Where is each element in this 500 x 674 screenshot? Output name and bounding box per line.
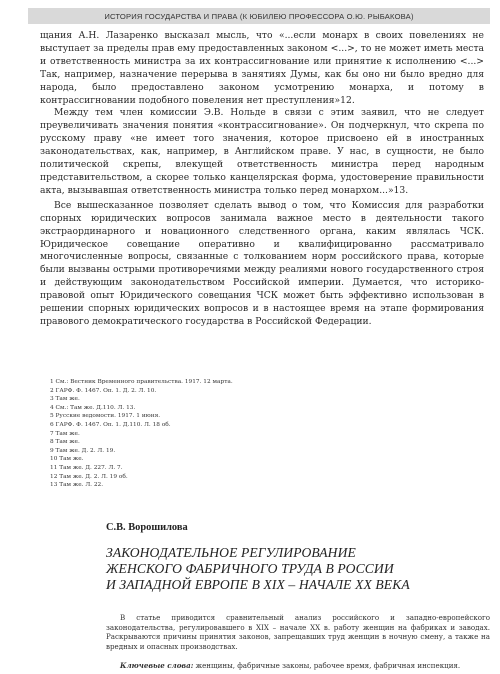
title-line: ЗАКОНОДАТЕЛЬНОЕ РЕГУЛИРОВАНИЕ (106, 545, 356, 560)
article-body (40, 30, 484, 329)
footnote: 1 См.: Вестник Временного правительства. 1917. 12 марта. (50, 379, 233, 385)
footnote: 5 Русские ведомости. 1917. 1 июня. (50, 413, 161, 420)
footnote: 6 ГАРФ. Ф. 1467. Оп. 1. Д.110. Л. 18 об. (50, 421, 171, 428)
footnote: 2 ГАРФ. Ф. 1467. Оп. 1. Д. 2. Л. 10. (50, 387, 157, 394)
title-line: ЖЕНСКОГО ФАБРИЧНОГО ТРУДА В РОССИИ (106, 561, 394, 577)
footnote: 11 Там же. Д. 227. Л. 7. (50, 464, 123, 471)
article-keywords (120, 661, 460, 670)
footnote: 8 Там же. (50, 439, 80, 446)
running-header (28, 8, 490, 24)
keywords-label: Ключевые слова: (120, 661, 194, 670)
footnote: 13 Там же. Л. 22. (50, 482, 104, 489)
footnote: 9 Там же. Д. 2. Л. 19. (50, 447, 116, 454)
article-author: С.В. Ворошилова (106, 522, 188, 533)
paragraph: Между тем член комиссии Э.В. Нольде в связи с этим заявил, что не следует преувеличивать значения понятия «контрассигнование». Он подчеркнул, что скрепа по русскому праву «не имеет того значения, которое присвоено ей в иностранных законодательствах, как, например, в Английском праве. У нас, в сущности, не было политической скрепы, влекущей ответственность министра перед народным представительством, а скорее только канцелярская форма, удостоверение правильности акта, вызывавшая ответственность министра только перед монархом...»13. (40, 107, 484, 196)
footnote: 3 Там же. (50, 396, 80, 403)
running-title: ИСТОРИЯ ГОСУДАРСТВА И ПРАВА (К ЮБИЛЕЮ ПРОФЕССОРА О.Ю. РЫБАКОВА) (104, 11, 414, 21)
footnote: 4 См.: Там же. Д.110. Л. 13. (50, 404, 136, 411)
paragraph: щания А.Н. Лазаренко высказал мысль, что «...если монарх в своих повелениях не выступает за пределы прав ему предоставленных законом <...>, то не может иметь места и ответственность министра за их контрассигнование или принятие к исполнению <...> Так, например, назначение перерыва в занятиях Думы, как бы оно ни было вредно для народа, было предоставлено законом усмотрению монарха, и потому в контрассигновании подобного повеления нет преступления»12. (40, 30, 484, 106)
footnote: 12 Там же. Д. 2. Л. 19 об. (50, 473, 128, 480)
footnotes (50, 378, 350, 490)
abstract-text: В статье приводится сравнительный анализ российского и западно-европейского законодательства, регулировавшего в XIX – начале XX в. работу женщин на фабриках и заводах. Раскрываются причины принятия законов, запрещавших труд женщин в ночную смену, а также на вредных и опасных производствах. (106, 613, 490, 652)
footnote: 10 Там же. (50, 456, 84, 463)
paragraph: Все вышесказанное позволяет сделать вывод о том, что Комиссия для разработки спорных юридических вопросов занимала важное место в деятельности такого экстраординарного и новационного следственного органа, каким являлась ЧСК. Юридическое совещание оперативно и квалифицированно рассматривало многочисленные вопросы, связанные с толкованием норм российского права, которые были вызваны острыми противоречиями между реалиями нового государственного строя и действующим законодательством Российской империи. Думается, что историко-правовой опыт Юридического совещания ЧСК может быть эффективно использован в решении спорных юридических вопросов и в настоящее время на этапе формирования правового демократического государства в Российской Федерации. (40, 199, 484, 327)
article-title (106, 545, 486, 594)
title-line: И ЗАПАДНОЙ ЕВРОПЕ В XIX – НАЧАЛЕ XX ВЕКА (106, 577, 410, 593)
article-abstract (106, 613, 490, 652)
keywords-text: женщины, фабричные законы, рабочее время, фабричная инспекция. (195, 661, 461, 670)
footnote: 7 Там же. (50, 430, 80, 437)
